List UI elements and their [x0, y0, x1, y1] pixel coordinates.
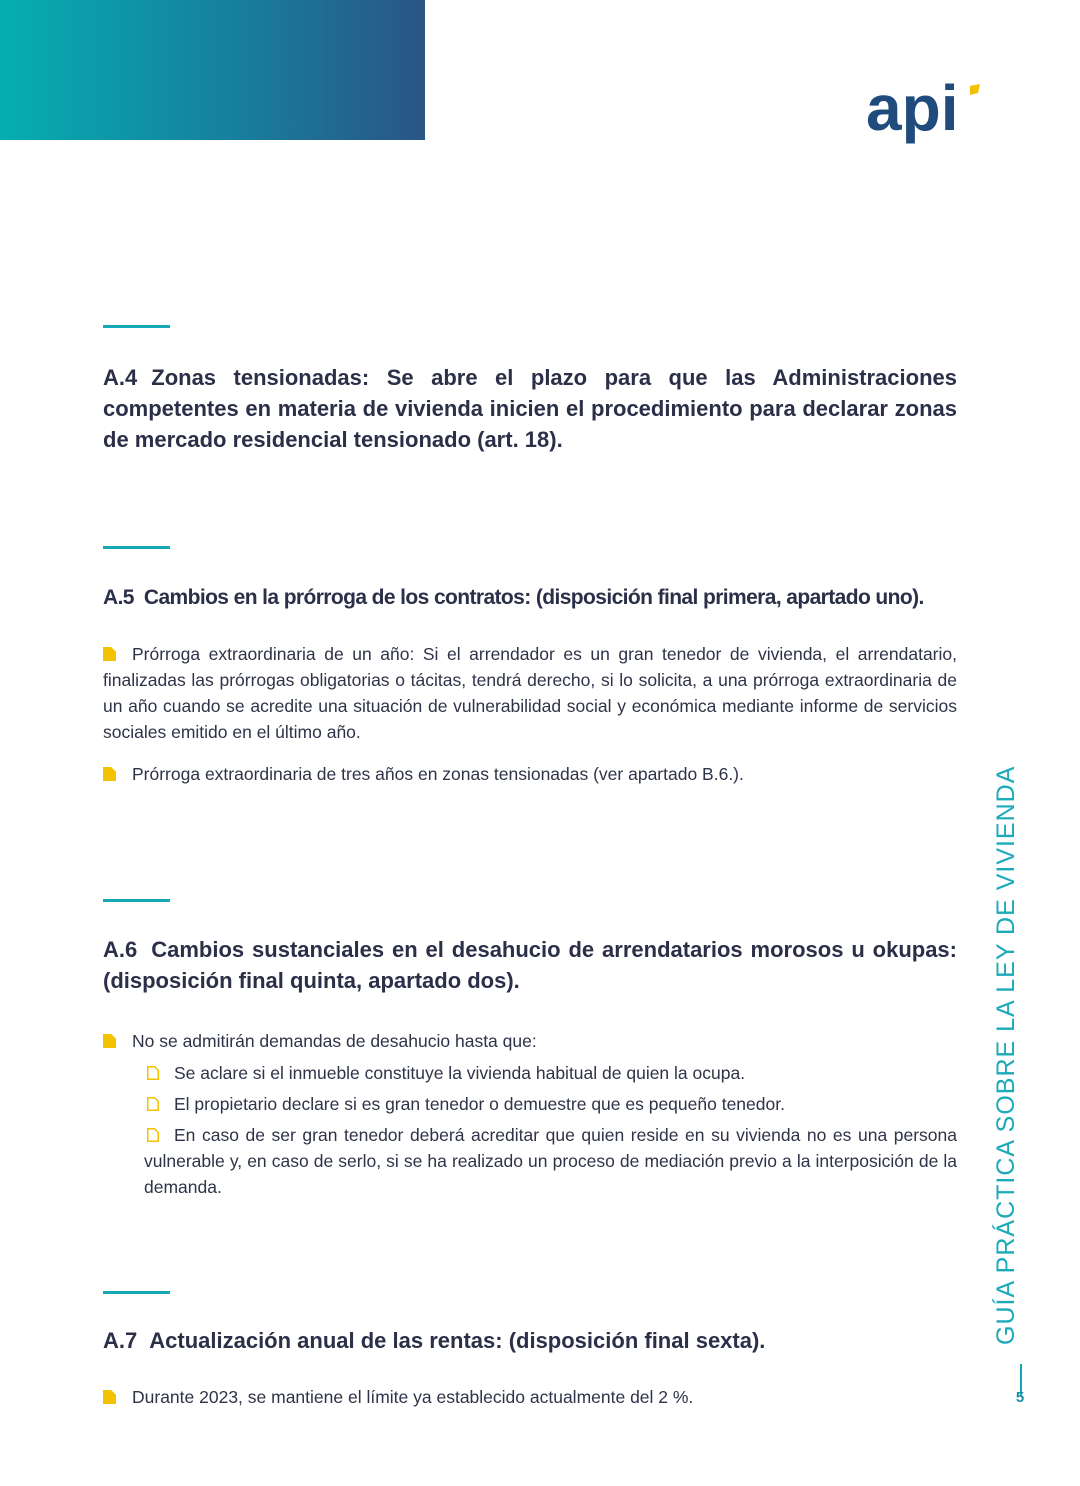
- vertical-document-title: GUÍA PRÁCTICA SOBRE LA LEY DE VIVIENDA: [992, 765, 1020, 1345]
- list-item: [103, 761, 957, 787]
- yellow-folded-square-icon: [103, 647, 116, 661]
- section-divider: [103, 546, 170, 549]
- sub-list-item: [144, 1122, 957, 1200]
- sub-list-item: [144, 1060, 957, 1086]
- section-title: Actualización anual de las rentas: (disposición final sexta).: [149, 1328, 766, 1353]
- section-title: Cambios sustanciales en el desahucio de arrendatarios morosos u okupas: (disposición final quinta, apartado dos).: [103, 937, 957, 993]
- page-number: 5: [1015, 1389, 1025, 1406]
- section-divider: [103, 899, 170, 902]
- yellow-folded-square-icon: [103, 1034, 116, 1048]
- section-a4: [103, 325, 957, 455]
- api-logo: [866, 76, 982, 146]
- section-a6: [103, 899, 957, 1216]
- section-title: Cambios en la prórroga de los contratos: (disposición final primera, apartado uno).: [143, 586, 924, 609]
- section-number: A.5: [103, 586, 134, 609]
- section-number: A.6: [103, 937, 138, 962]
- list-item: [103, 1384, 957, 1410]
- section-a5: [103, 546, 957, 803]
- yellow-outline-page-icon: [147, 1066, 159, 1080]
- section-number: A.7: [103, 1328, 138, 1353]
- sub-bullet-list: [144, 1060, 957, 1200]
- yellow-outline-page-icon: [147, 1128, 159, 1142]
- section-title: Zonas tensionadas: Se abre el plazo para que las Administraciones competentes en materia de vivienda inicien el procedimiento para declarar zonas de mercado residencial tensionado (art. 18).: [103, 365, 957, 452]
- section-heading: [103, 1325, 957, 1356]
- sub-list-item-text: En caso de ser gran tenedor deberá acreditar que quien reside en su vivienda no es una persona vulnerable y, en caso de serlo, si se ha realizado un proceso de mediación previo a la interposición de la demanda.: [144, 1125, 957, 1197]
- section-a7: [103, 1291, 957, 1426]
- section-divider: [103, 1291, 170, 1294]
- list-item-text: Durante 2023, se mantiene el límite ya establecido actualmente del 2 %.: [132, 1387, 694, 1407]
- section-heading: [103, 934, 957, 996]
- bullet-list: [103, 1384, 957, 1410]
- sub-list-item: [144, 1091, 957, 1117]
- section-divider: [103, 325, 170, 328]
- yellow-outline-page-icon: [147, 1097, 159, 1111]
- list-item: [103, 1028, 957, 1200]
- yellow-folded-square-icon: [103, 767, 116, 781]
- section-heading: [103, 582, 957, 613]
- list-item: [103, 641, 957, 745]
- logo-text: api: [866, 76, 959, 144]
- sub-list-item-text: El propietario declare si es gran tenedor o demuestre que es pequeño tenedor.: [174, 1094, 785, 1114]
- section-heading: [103, 362, 957, 455]
- section-number: A.4: [103, 365, 138, 390]
- list-item-text: Prórroga extraordinaria de un año: Si el arrendador es un gran tenedor de vivienda, el arrendatario, finalizadas las prórrogas obligatorias o tácitas, tendrá derecho, si lo solicita, a una prórroga extraordinaria de un año cuando se acredite una situación de vulnerabilidad social y económica mediante informe de servicios sociales emitido en el último año.: [103, 644, 957, 742]
- list-item-text: No se admitirán demandas de desahucio hasta que:: [132, 1031, 537, 1051]
- sub-list-item-text: Se aclare si el inmueble constituye la vivienda habitual de quien la ocupa.: [174, 1063, 746, 1083]
- yellow-folded-square-icon: [103, 1390, 116, 1404]
- bullet-list: [103, 1028, 957, 1200]
- bullet-list: [103, 641, 957, 787]
- list-item-text: Prórroga extraordinaria de tres años en zonas tensionadas (ver apartado B.6.).: [132, 764, 744, 784]
- header-gradient-band: [0, 0, 425, 140]
